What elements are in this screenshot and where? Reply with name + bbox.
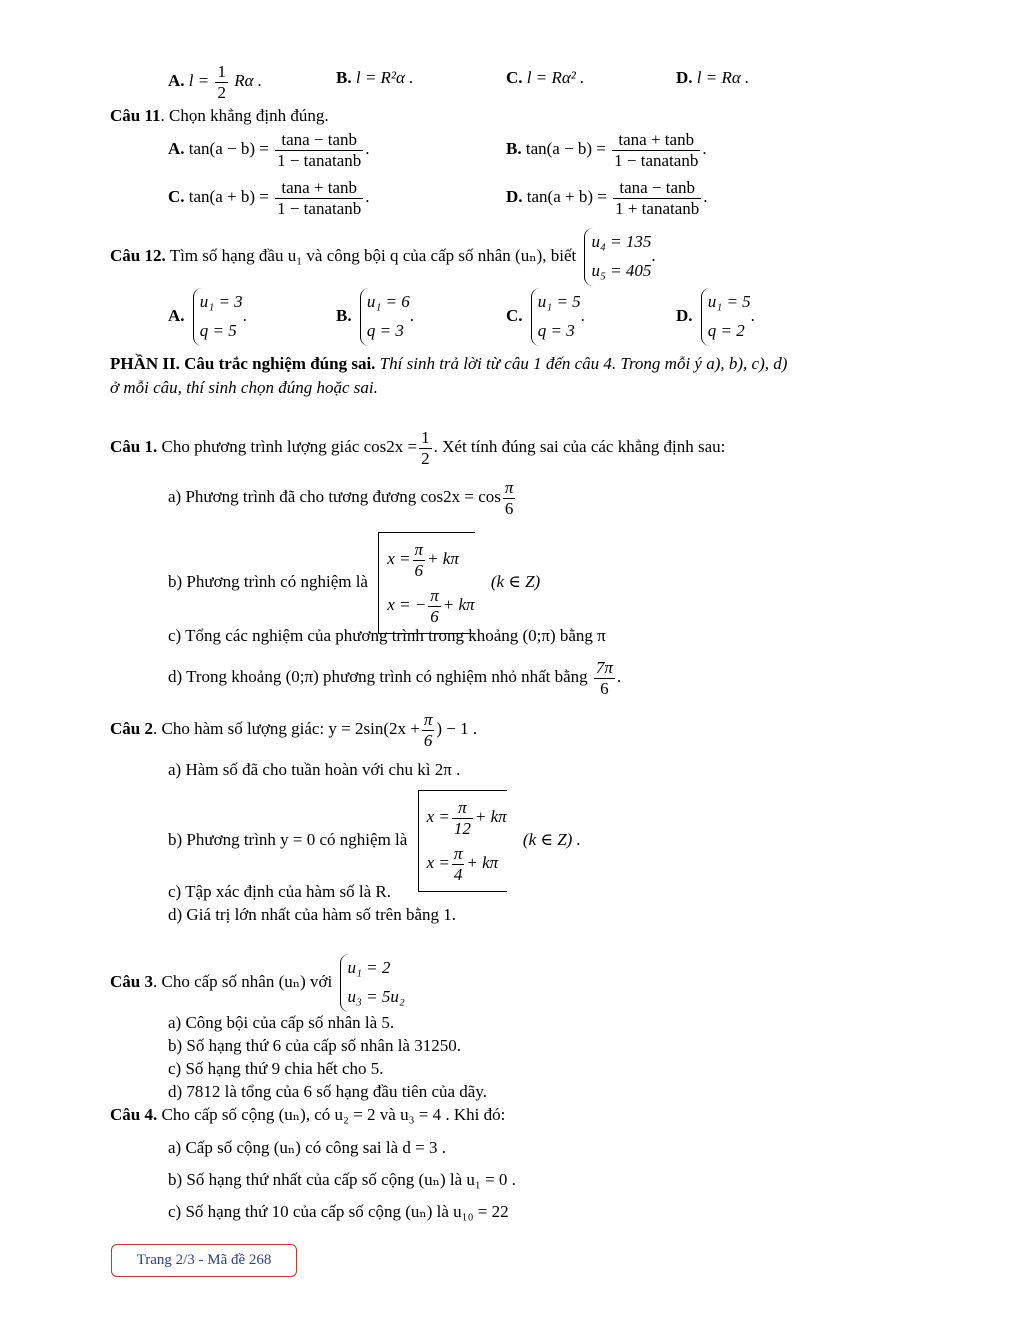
question-label: Câu 1. [110,436,158,456]
footer-text: Trang 2/3 - Mã đề 268 [136,1252,272,1268]
denominator: 1 − tanatanb [614,150,699,170]
q11-option-a: A. tan(a − b) = $\frac{\tan a - \tan b}{\text{1 − tanatanb}}$ . [168,130,370,170]
c2-statement-c: c) Tập xác định của hàm số là R. [168,882,391,901]
numerator: 1 [217,62,226,81]
c3-statement-b: b) Số hạng thứ 6 của cấp số nhân là 31250. [168,1036,461,1055]
bracket-row [387,537,474,583]
option-text: tan(a + b) = [188,186,269,206]
numerator: π [414,540,424,559]
solution-bracket [378,532,474,634]
q11-option-c: C. tan(a + b) = $\frac{\tan a + \tan b}{\text{1 − tanatanb}}$ . [168,178,370,218]
question-text: ) − 1 . [436,718,478,738]
option-text: l = Rα² . [526,68,585,87]
page-footer [111,1244,297,1277]
denominator: 6 [504,498,514,518]
c1-statement-d: d) Trong khoảng (0;π) phương trình có nghiệm nhỏ nhất bằng $\frac{7\pi}{6}$ . [168,658,622,698]
system-row: u₁ = 5 [707,292,751,311]
question-label: Câu 4. [110,1105,158,1124]
option-text: tan(a + b) = [526,186,607,206]
system-row: q = 3 [537,320,575,340]
numerator: π [504,478,514,497]
option-label: B. [336,305,352,325]
c3-stem [110,954,405,1012]
option-text: l = Rα . [696,68,750,87]
condition: (k ∈ Z) . [522,830,581,849]
fraction [419,428,432,468]
c2-statement-b [168,790,581,892]
q12-option-b: B. u₁ = 6 q = 3 . [336,288,414,346]
c3-statement-d: d) 7812 là tổng của 6 số hạng đầu tiên của dãy. [168,1082,487,1101]
denominator: 2 [217,82,226,102]
equation-system [531,288,581,346]
numerator: tana − tanb [275,130,363,151]
solution-bracket [418,790,507,892]
question-text: . Xét tính đúng sai của các khẳng định sau: [433,436,726,456]
denominator: 1 + tanatanb [615,198,700,218]
condition: (k ∈ Z) [490,572,541,591]
fraction [215,62,228,102]
option-text: l = [188,70,210,90]
question-label: Câu 3 [110,971,153,991]
denominator: 6 [423,730,433,750]
system-row: u₁ = 3 [199,292,243,311]
denominator: 12 [453,818,471,838]
c3-statement-a: a) Công bội của cấp số nhân là 5. [168,1013,395,1032]
system-row: q = 3 [366,320,404,340]
c4-statement-b: b) Số hạng thứ nhất của cấp số cộng (uₙ) là u₁ = 0 . [168,1170,516,1189]
system-row: u₁ = 5 [537,292,581,311]
section-instruction: Thí sinh trả lời từ câu 1 đến câu 4. Trong mỗi ý a), b), c), d) [379,354,788,373]
option-label: A. [168,138,185,158]
numerator: 7π [595,658,613,677]
statement-text: a) Phương trình đã cho tương đương cos2x = cos [168,486,501,506]
fraction [594,658,615,698]
section-title: PHẦN II. Câu trắc nghiệm đúng sai. [110,354,376,373]
denominator: 1 − tanatanb [277,150,362,170]
numerator: π [430,586,439,606]
fraction [503,478,516,518]
option-label: D. [506,186,523,206]
q10-option-d [676,68,749,88]
q12-option-a: A. u₁ = 3 q = 5 . [168,288,247,346]
q12-option-c: C. u₁ = 5 q = 3 . [506,288,585,346]
numerator: tana + tanb [612,130,700,151]
denominator: 6 [430,606,439,626]
numerator: 1 [421,428,430,447]
option-label: A. [168,305,185,325]
row-text: x = − [387,595,427,615]
question-label: Câu 11 [110,106,161,125]
bracket-row [427,841,507,887]
equation-system [701,288,751,346]
system-row: u₁ = 2 [347,958,391,977]
question-label: Câu 12. [110,245,166,265]
c1-statement-c: c) Tổng các nghiệm của phương trình trong khoảng (0;π) bằng π [168,626,606,645]
bracket-row [427,795,507,841]
statement-text: d) Trong khoảng (0;π) phương trình có nghiệm nhỏ nhất bằng [168,666,588,686]
row-text: x = [387,548,411,568]
question-text: Cho cấp số cộng (uₙ), có u₂ = 2 và u₃ = 4 . Khi đó: [161,1105,506,1124]
question-label: Câu 2 [110,718,153,738]
fraction [613,178,701,218]
question-text: . Cho cấp số nhân (uₙ) với [152,971,333,991]
question-text: Cho phương trình lượng giác cos2x = [161,436,418,456]
option-label: B. [336,68,352,87]
statement-text: b) Phương trình có nghiệm là [168,572,368,591]
q11-option-d: D. tan(a + b) = $\frac{\tan a - \tan b}{\text{1 + tanatanb}}$ . [506,178,708,218]
option-label: D. [676,305,693,325]
q12-stem: Câu 12. Tìm số hạng đầu u₁ và công bội q của cấp số nhân (uₙ), biết u₄ = 135 u₅ = 405 . [110,228,656,286]
c1-statement-b [168,532,540,634]
question-text: . Cho hàm số lượng giác: y = 2sin(2x + [152,718,420,738]
c2-statement-d: d) Giá trị lớn nhất của hàm số trên bằng 1. [168,905,456,924]
numerator: tana − tanb [613,178,701,199]
row-text: + kπ [466,853,499,873]
row-text: + kπ [442,595,475,615]
fraction [452,798,473,838]
c1-statement-a [168,478,517,518]
row-text: + kπ [474,806,507,826]
option-label: C. [168,186,185,206]
part2-heading [110,354,787,374]
fraction [428,586,441,626]
system-row: u₃ = 5u₂ [347,986,405,1006]
numerator: π [453,844,463,864]
q11-stem [110,106,329,126]
system-row: u₄ = 135 [591,232,652,251]
system-row: q = 5 [199,320,237,340]
denominator: 4 [453,864,463,884]
row-text: x = [426,806,450,826]
c3-statement-c: c) Số hạng thứ 9 chia hết cho 5. [168,1059,384,1078]
system-row: u₁ = 6 [366,292,410,311]
question-text: . Chọn khẳng định đúng. [160,106,329,125]
fraction [413,540,426,580]
q10-option-c [506,68,584,88]
c4-statement-c: c) Số hạng thứ 10 của cấp số cộng (uₙ) là u₁₀ = 22 [168,1202,509,1221]
system-row: q = 2 [707,320,745,340]
option-label: C. [506,305,523,325]
c1-stem [110,428,725,468]
fraction [422,710,435,750]
equation-system [193,288,243,346]
option-label: A. [168,70,185,90]
option-label: C. [506,68,523,87]
denominator: 6 [414,560,424,580]
q12-option-d: D. u₁ = 5 q = 2 . [676,288,755,346]
fraction [275,130,363,170]
statement-text: b) Phương trình y = 0 có nghiệm là [168,830,408,849]
c2-statement-a: a) Hàm số đã cho tuần hoàn với chu kì 2π . [168,760,461,779]
numerator: tana + tanb [275,178,363,199]
c4-stem [110,1105,505,1125]
fraction [612,130,700,170]
option-label: B. [506,138,522,158]
numerator: π [423,710,433,729]
question-text: Tìm số hạng đầu u₁ và công bội q của cấp số nhân (uₙ), biết [169,245,577,265]
fraction [452,844,465,884]
option-text: l = R²α . [355,68,414,87]
q10-option-a [168,62,262,102]
q11-option-b: B. tan(a − b) = $\frac{\tan a + \tan b}{\text{1 − tanatanb}}$ . [506,130,707,170]
denominator: 6 [600,678,609,698]
fraction [275,178,363,218]
row-text: x = [426,853,450,873]
system-row: u₅ = 405 [591,260,652,280]
row-text: + kπ [427,548,459,568]
c4-statement-a: a) Cấp số cộng (uₙ) có công sai là d = 3 . [168,1138,447,1157]
bracket-row [387,583,474,629]
option-label: D. [676,68,693,87]
denominator: 2 [421,448,430,468]
option-text: Rα . [234,70,263,90]
numerator: π [452,798,473,819]
q10-option-b [336,68,413,88]
denominator: 1 − tanatanb [277,198,362,218]
option-text: tan(a − b) = [188,138,269,158]
equation-system [584,228,651,286]
equation-system [340,954,404,1012]
option-text: tan(a − b) = [525,138,606,158]
equation-system [360,288,410,346]
section-instruction: ở mỗi câu, thí sinh chọn đúng hoặc sai. [110,378,378,397]
c2-stem [110,710,477,750]
